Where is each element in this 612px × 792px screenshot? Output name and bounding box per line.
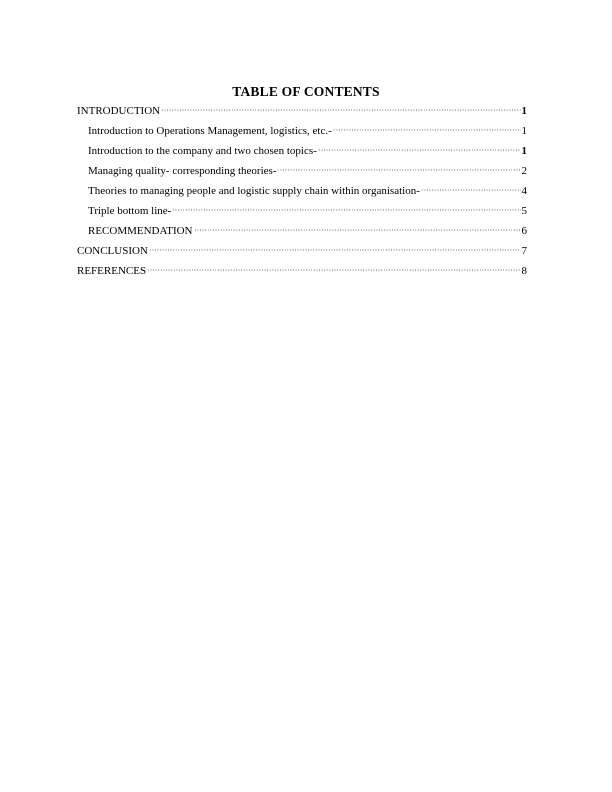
toc-dot-leader [318,149,521,151]
toc-page-number: 4 [521,185,527,197]
toc-dot-leader [194,229,521,231]
toc-entry-text: RECOMMENDATION [88,225,193,237]
toc-entry-recommendation[interactable] [77,221,527,241]
toc-page-number: 7 [521,245,527,257]
toc-entry-conclusion[interactable] [77,241,527,261]
toc-entry-text: INTRODUCTION [77,105,161,117]
toc-dot-leader [333,129,521,131]
toc-dot-leader [172,209,520,211]
toc-entry-triple-bottom-line[interactable] [77,201,527,221]
toc-entry-text: Theories to managing people and logistic supply chain within organisation- [88,185,420,197]
toc-entry-text: Introduction to Operations Management, logistics, etc.- [88,125,332,137]
toc-list [77,101,527,281]
toc-dot-leader [147,269,520,271]
toc-dot-leader [421,189,521,191]
toc-page-number: 1 [521,125,527,137]
toc-page-number: 2 [521,165,527,177]
toc-entry-text: REFERENCES [77,265,147,277]
toc-entry-references[interactable] [77,261,527,281]
toc-entry-text: Introduction to the company and two chosen topics- [88,145,317,157]
toc-entry-intro-company-topics[interactable] [77,141,527,161]
toc-entry-introduction[interactable] [77,101,527,121]
toc-dot-leader [149,249,521,251]
toc-page-number: 5 [521,205,527,217]
toc-dot-leader [161,109,520,111]
toc-entry-text: CONCLUSION [77,245,148,257]
toc-page-number: 1 [521,145,527,157]
toc-page-number: 8 [521,265,527,277]
toc-entry-managing-people-supply-chain[interactable] [77,181,527,201]
toc-entry-intro-operations-management[interactable] [77,121,527,141]
toc-entry-text: Managing quality- corresponding theories- [88,165,277,177]
toc-dot-leader [277,169,520,171]
toc-title: TABLE OF CONTENTS [232,84,380,99]
toc-page-number: 6 [521,225,527,237]
toc-page-number: 1 [521,105,527,117]
toc-entry-managing-quality[interactable] [77,161,527,181]
toc-entry-text: Triple bottom line- [88,205,172,217]
